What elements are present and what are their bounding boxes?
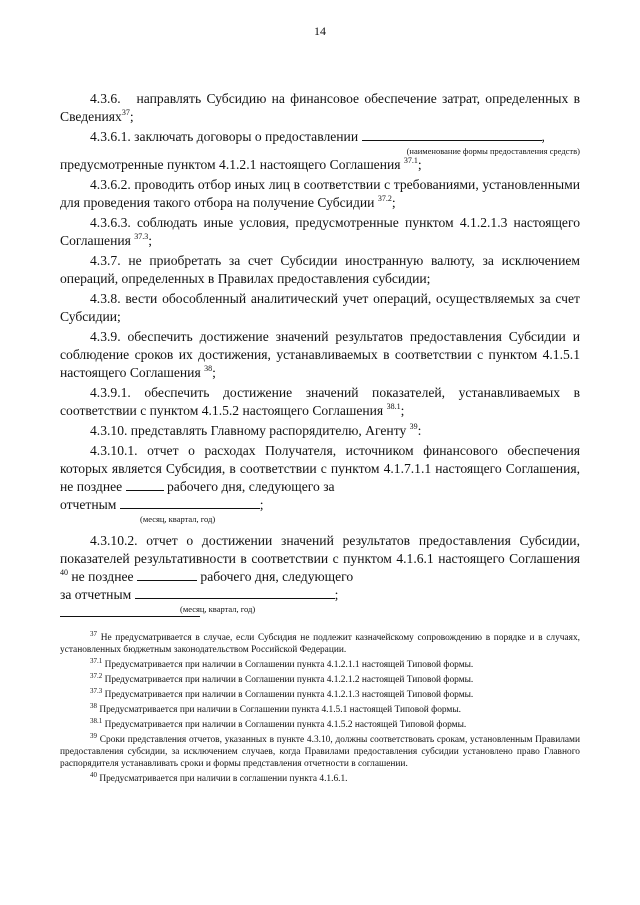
footnote <box>60 659 580 671</box>
clause-punct: ; <box>417 157 422 172</box>
footnote-ref[interactable]: 37.3 <box>134 232 149 241</box>
clause-text: 4.3.8. вести обособленный аналитический учет операций, осуществляемых за счет Субсидии; <box>60 291 580 324</box>
fill-blank[interactable] <box>135 586 335 599</box>
clause-punct: : <box>417 423 422 438</box>
footnote <box>60 773 580 785</box>
footnote-ref[interactable]: 39 <box>409 422 418 431</box>
footnote-separator <box>60 616 200 617</box>
page-number: 14 <box>314 24 326 38</box>
footnote-mark: 38 <box>90 702 97 710</box>
fill-blank[interactable] <box>126 478 164 491</box>
footnote-mark: 38.1 <box>90 717 103 725</box>
clause-4-3-9-1 <box>60 384 580 420</box>
footnote <box>60 719 580 731</box>
footnote-ref[interactable]: 37.2 <box>377 194 392 203</box>
footnote-mark: 37.1 <box>90 657 103 665</box>
footnote-text: Предусматривается при наличии в Соглашении пункта 4.1.2.1.3 настоящей Типовой формы. <box>104 690 474 700</box>
footnote <box>60 632 580 656</box>
footnote-mark: 37.2 <box>90 672 103 680</box>
clause-punct: ; <box>400 403 405 418</box>
clause-4-3-10 <box>60 422 580 440</box>
clause-4-3-8 <box>60 290 580 326</box>
clause-punct: , <box>541 129 545 144</box>
footnotes <box>60 632 580 788</box>
clause-text: 4.3.6. направлять Субсидию на финансовое обеспечение затрат, определенных в Сведениях <box>60 91 580 124</box>
footnote <box>60 704 580 716</box>
clause-text: отчетным <box>60 497 117 512</box>
footnote-text: Предусматривается при наличии в Соглашении пункта 4.1.2.1.1 настоящей Типовой формы. <box>104 660 474 670</box>
clause-punct: ; <box>259 497 264 512</box>
clause-text: 4.3.6.3. соблюдать иные условия, предусмотренные пунктом 4.1.2.1.3 настоящего Соглашения <box>60 215 580 248</box>
clause-4-3-9 <box>60 328 580 382</box>
footnote-text: Не предусматривается в случае, если Субсидия не подлежит казначейскому сопровождению в порядке и в случаях, установленных бюджетным законодательством Российской Федерации. <box>60 633 581 655</box>
footnote-mark: 37 <box>90 630 97 638</box>
clause-4-3-6 <box>60 90 580 126</box>
clause-text: 4.3.10. представлять Главному распорядителю, Агенту <box>90 423 407 438</box>
fill-blank[interactable] <box>362 128 542 141</box>
clause-4-3-6-2 <box>60 176 580 212</box>
footnote-text: Сроки представления отчетов, указанных в пункте 4.3.10, должны соответствовать срокам, установленным Правилами предоставления субсидии, за исключением случаев, когда Правилами предоставления субсидии установлено право Главного распорядителя устанавливать сроки и формы представления отчетности в соглашении. <box>60 735 580 769</box>
footnote <box>60 674 580 686</box>
clause-4-3-10-2 <box>60 532 580 604</box>
footnote-ref[interactable]: 38.1 <box>386 402 401 411</box>
document-body <box>60 90 580 614</box>
footnote <box>60 689 580 701</box>
clause-text: 4.3.9. обеспечить достижение значений результатов предоставления Субсидии и соблюдение сроков их достижения, устанавливаемых в соответствии с пунктом 4.1.5.1 настоящего Соглашения <box>60 329 580 380</box>
fill-blank[interactable] <box>137 568 197 581</box>
clause-4-3-6-1 <box>60 128 580 146</box>
clause-text: 4.3.6.1. заключать договоры о предоставлении <box>90 129 359 144</box>
clause-text: за отчетным <box>60 587 132 602</box>
clause-text: предусмотренные пунктом 4.1.2.1 настоящего Соглашения <box>60 157 401 172</box>
footnote-mark: 37.3 <box>90 687 103 695</box>
clause-punct: ; <box>129 109 134 124</box>
footnote <box>60 734 580 770</box>
clause-4-3-10-1 <box>60 442 580 514</box>
clause-text: 4.3.10.2. отчет о достижении значений результатов предоставления Субсидии, показателей результативности в соответствии с пунктом 4.1.6.1 настоящего Соглашения <box>60 533 580 566</box>
fill-blank[interactable] <box>120 496 260 509</box>
clause-punct: ; <box>148 233 153 248</box>
footnote-text: Предусматривается при наличии в Соглашении пункта 4.1.5.2 настоящей Типовой формы. <box>104 720 467 730</box>
footnote-text: Предусматривается при наличии в Соглашении пункта 4.1.5.1 настоящей Типовой формы. <box>99 705 461 715</box>
blank-hint: (месяц, квартал, год) <box>180 604 256 614</box>
footnote-mark: 40 <box>90 771 97 779</box>
footnote-ref[interactable]: 37 <box>121 108 130 117</box>
footnote-mark: 39 <box>90 732 97 740</box>
blank-hint: (месяц, квартал, год) <box>140 514 216 524</box>
footnote-ref[interactable]: 38 <box>204 364 213 373</box>
clause-text: не позднее <box>71 569 134 584</box>
footnote-ref[interactable]: 37.1 <box>403 156 418 165</box>
clause-4-3-6-1-cont <box>60 156 580 174</box>
footnote-text: Предусматривается при наличии в Соглашении пункта 4.1.2.1.2 настоящей Типовой формы. <box>104 675 474 685</box>
footnote-text: Предусматривается при наличии в соглашении пункта 4.1.6.1. <box>99 774 348 784</box>
clause-text: рабочего дня, следующего <box>200 569 354 584</box>
clause-text: 4.3.7. не приобретать за счет Субсидии иностранную валюту, за исключением операций, определенных в Правилах предоставления субсидии; <box>60 253 580 286</box>
clause-4-3-7 <box>60 252 580 288</box>
clause-text: 4.3.10.1. отчет о расходах Получателя, источником финансового обеспечения которых является Субсидия, в соответствии с пунктом 4.1.7.1.1 настоящего Соглашения, не позднее <box>60 443 580 494</box>
clause-punct: ; <box>391 195 396 210</box>
footnote-ref[interactable]: 40 <box>60 568 68 577</box>
clause-4-3-6-3 <box>60 214 580 250</box>
clause-punct: ; <box>212 365 216 380</box>
clause-text: 4.3.9.1. обеспечить достижение значений показателей, устанавливаемых в соответствии с пунктом 4.1.5.2 настоящего Соглашения <box>60 385 580 418</box>
clause-punct: ; <box>334 587 339 602</box>
clause-text: рабочего дня, следующего за <box>166 479 335 494</box>
blank-hint: (наименование формы предоставления средств) <box>406 146 580 156</box>
clause-text: 4.3.6.2. проводить отбор иных лиц в соответствии с требованиями, установленными для проведения такого отбора на получение Субсидии <box>60 177 580 210</box>
